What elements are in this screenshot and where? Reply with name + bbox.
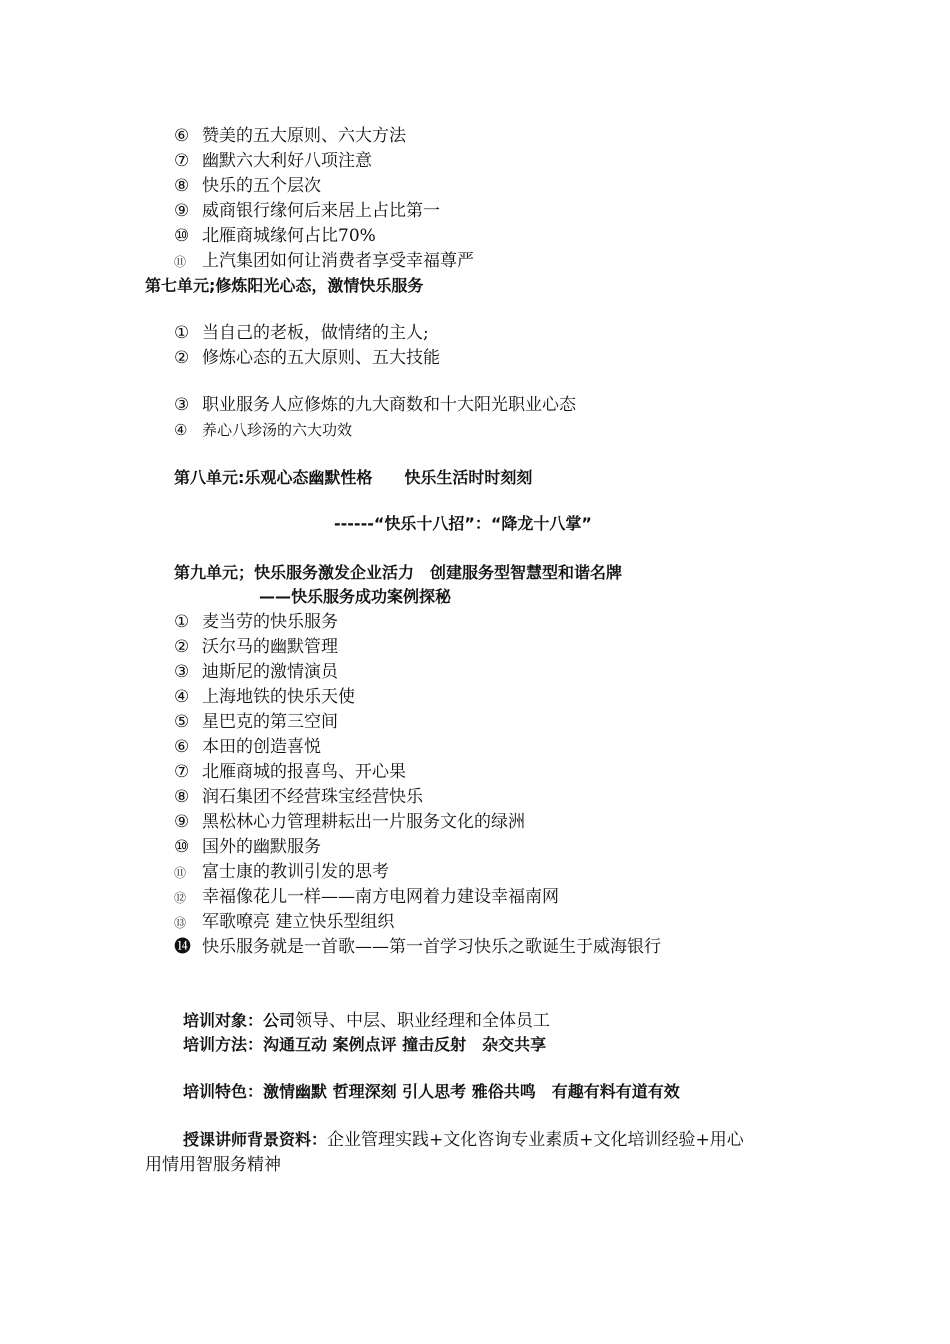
unit9-subtitle: ——快乐服务成功案例探秘	[259, 587, 452, 606]
list-item: ⓮ 快乐服务就是一首歌——第一首学习快乐之歌诞生于威海银行	[174, 937, 661, 957]
list-item: ④ 上海地铁的快乐天使	[174, 687, 355, 707]
list-item: ⑨ 威商银行缘何后来居上占比第一	[174, 201, 440, 221]
training-target: 培训对象：公司领导、中层、职业经理和全体员工	[183, 1011, 551, 1031]
training-method: 培训方法：沟通互动 案例点评 撞击反射 杂交共享	[183, 1035, 547, 1054]
instructor-bio-continued: 用情用智服务精神	[145, 1155, 281, 1175]
list-item: ⑨ 黑松林心力管理耕耘出一片服务文化的绿洲	[174, 812, 525, 832]
training-features: 培训特色：激情幽默 哲理深刻 引人思考 雅俗共鸣 有趣有料有道有效	[183, 1082, 680, 1101]
list-item: ⑩ 北雁商城缘何占比70%	[174, 226, 376, 246]
unit7-title: 第七单元;修炼阳光心态，激情快乐服务	[145, 276, 424, 295]
list-item: ⑩ 国外的幽默服务	[174, 837, 321, 857]
list-item: ⑦ 北雁商城的报喜鸟、开心果	[174, 762, 406, 782]
list-item: ⑥ 本田的创造喜悦	[174, 737, 321, 757]
list-item: ⑪ 富士康的教训引发的思考	[174, 862, 389, 882]
list-item: ⑪ 上汽集团如何让消费者享受幸福尊严	[174, 251, 474, 271]
unit8-subtitle: ------“快乐十八招”：“降龙十八掌”	[334, 514, 592, 533]
list-item: ⑧ 润石集团不经营珠宝经营快乐	[174, 787, 423, 807]
list-item: ⑫ 幸福像花儿一样——南方电网着力建设幸福南网	[174, 887, 559, 907]
list-item: ③ 迪斯尼的激情演员	[174, 662, 338, 682]
list-item: ⑦ 幽默六大利好八项注意	[174, 151, 372, 171]
unit8-title: 第八单元:乐观心态幽默性格 快乐生活时时刻刻	[174, 468, 533, 487]
list-item: ⑤ 星巴克的第三空间	[174, 712, 338, 732]
instructor-bio: 授课讲师背景资料：企业管理实践+文化咨询专业素质+文化培训经验+用心	[183, 1130, 744, 1150]
unit9-title: 第九单元；快乐服务激发企业活力 创建服务型智慧型和谐名牌	[174, 563, 623, 582]
list-item: ⑬ 军歌嘹亮 建立快乐型组织	[174, 912, 395, 932]
list-item: ⑧ 快乐的五个层次	[174, 176, 321, 196]
list-item: ② 修炼心态的五大原则、五大技能	[174, 348, 440, 368]
list-item: ① 麦当劳的快乐服务	[174, 612, 338, 632]
list-item: ③ 职业服务人应修炼的九大商数和十大阳光职业心态	[174, 395, 576, 415]
list-item: ⑥ 赞美的五大原则、六大方法	[174, 126, 406, 146]
list-item: ② 沃尔马的幽默管理	[174, 637, 338, 657]
list-item: ④ 养心八珍汤的六大功效	[174, 421, 353, 439]
list-item: ① 当自己的老板，做情绪的主人;	[174, 323, 429, 343]
